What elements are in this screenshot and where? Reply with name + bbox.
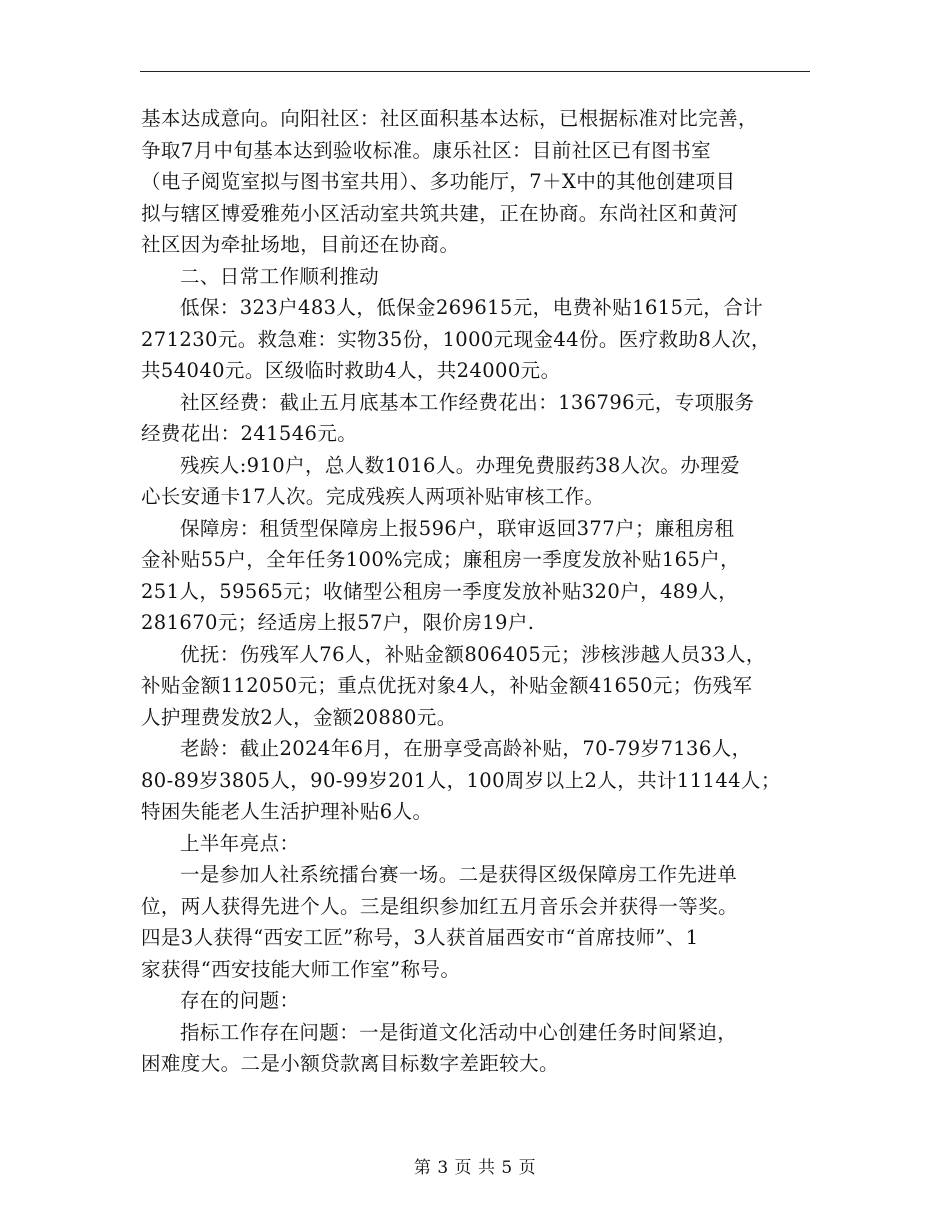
paragraph-problems (141, 1017, 811, 1080)
text-line: 家获得“西安技能大师工作室”称号。 (141, 957, 461, 981)
text-line: 人护理费发放2人，金额20880元。 (141, 705, 457, 729)
text-line: 保障房：租赁型保障房上报596户，联审返回377户；廉租房租 (180, 516, 735, 540)
text-line: 指标工作存在问题：一是街道文化活动中心创建任务时间紧迫， (180, 1020, 738, 1044)
header-rule (140, 71, 810, 72)
paragraph-highlights-heading (141, 828, 811, 860)
text-line: 一是参加人社系统擂台赛一场。二是获得区级保障房工作先进单 (180, 863, 738, 886)
text-line: 80-89岁3805人，90-99岁201人，100周岁以上2人，共计11144人； (141, 768, 781, 792)
paragraph-disabled (141, 450, 811, 513)
paragraph-community-continued (141, 103, 811, 261)
text-line: 经费花出：241546元。 (141, 422, 358, 445)
text-line: 特困失能老人生活护理补贴6人。 (141, 800, 433, 823)
paragraph-highlights (141, 859, 811, 985)
text-line: 老龄：截止2024年6月，在册享受高龄补贴，70-79岁7136人， (180, 737, 752, 760)
paragraph-problems-heading (141, 985, 811, 1017)
document-body (141, 103, 811, 1080)
text-line: （电子阅览室拟与图书室共用）、多功能厅，7＋X中的其他创建项目 (141, 170, 736, 193)
text-line: 上半年亮点： (180, 831, 300, 855)
text-line: 低保：323户483人，低保金269615元，电费补贴1615元，合计 (180, 296, 764, 319)
paragraph-community-funds (141, 387, 811, 450)
text-line: 位，两人获得先进个人。三是组织参加红五月音乐会并获得一等奖。 (141, 894, 739, 918)
text-line: 拟与辖区博爱雅苑小区活动室共筑共建，正在协商。东尚社区和黄河 (141, 201, 739, 225)
text-line: 四是3人获得“西安工匠”称号，3人获首届西安市“首席技师”、1 (141, 926, 699, 949)
page-number-footer: 第 3 页 共 5 页 (413, 1158, 537, 1178)
text-line: 271230元。救急难：实物35份，1000元现金44份。医疗救助8人次， (141, 327, 771, 351)
text-line: 共54040元。区级临时救助4人，共24000元。 (141, 359, 561, 382)
text-line: 优抚：伤残军人76人，补贴金额806405元；涉核涉越人员33人， (180, 642, 766, 666)
text-line: 争取7月中旬基本达到验收标准。康乐社区：目前社区已有图书室 (141, 138, 712, 162)
text-line: 社区经费：截止五月底基本工作经费花出：136796元，专项服务 (180, 390, 755, 414)
paragraph-veterans (141, 639, 811, 734)
text-line: 困难度大。二是小额贷款离目标数字差距较大。 (141, 1052, 559, 1075)
text-line: 281670元；经适房上报57户，限价房19户. (141, 611, 535, 634)
text-line: 二、日常工作顺利推动 (180, 264, 380, 288)
text-line: 补贴金额112050元；重点优抚对象4人，补贴金额41650元；伤残军 (141, 674, 753, 697)
text-line: 基本达成意向。向阳社区：社区面积基本达标，已根据标准对比完善， (141, 107, 758, 130)
paragraph-section-two-heading (141, 261, 811, 293)
text-line: 心长安通卡17人次。完成残疾人两项补贴审核工作。 (141, 485, 605, 508)
text-line: 残疾人:910户，总人数1016人。办理免费服药38人次。办理爱 (180, 453, 741, 477)
paragraph-housing (141, 513, 811, 639)
text-line: 金补贴55户，全年任务100%完成；廉租房一季度发放补贴165户， (141, 548, 740, 571)
text-line: 社区因为牵扯场地，目前还在协商。 (141, 233, 460, 256)
paragraph-low-income (141, 292, 811, 387)
paragraph-elderly (141, 733, 811, 828)
text-line: 存在的问题： (180, 989, 300, 1012)
text-line: 251人，59565元；收储型公租房一季度发放补贴320户，489人， (141, 579, 739, 603)
